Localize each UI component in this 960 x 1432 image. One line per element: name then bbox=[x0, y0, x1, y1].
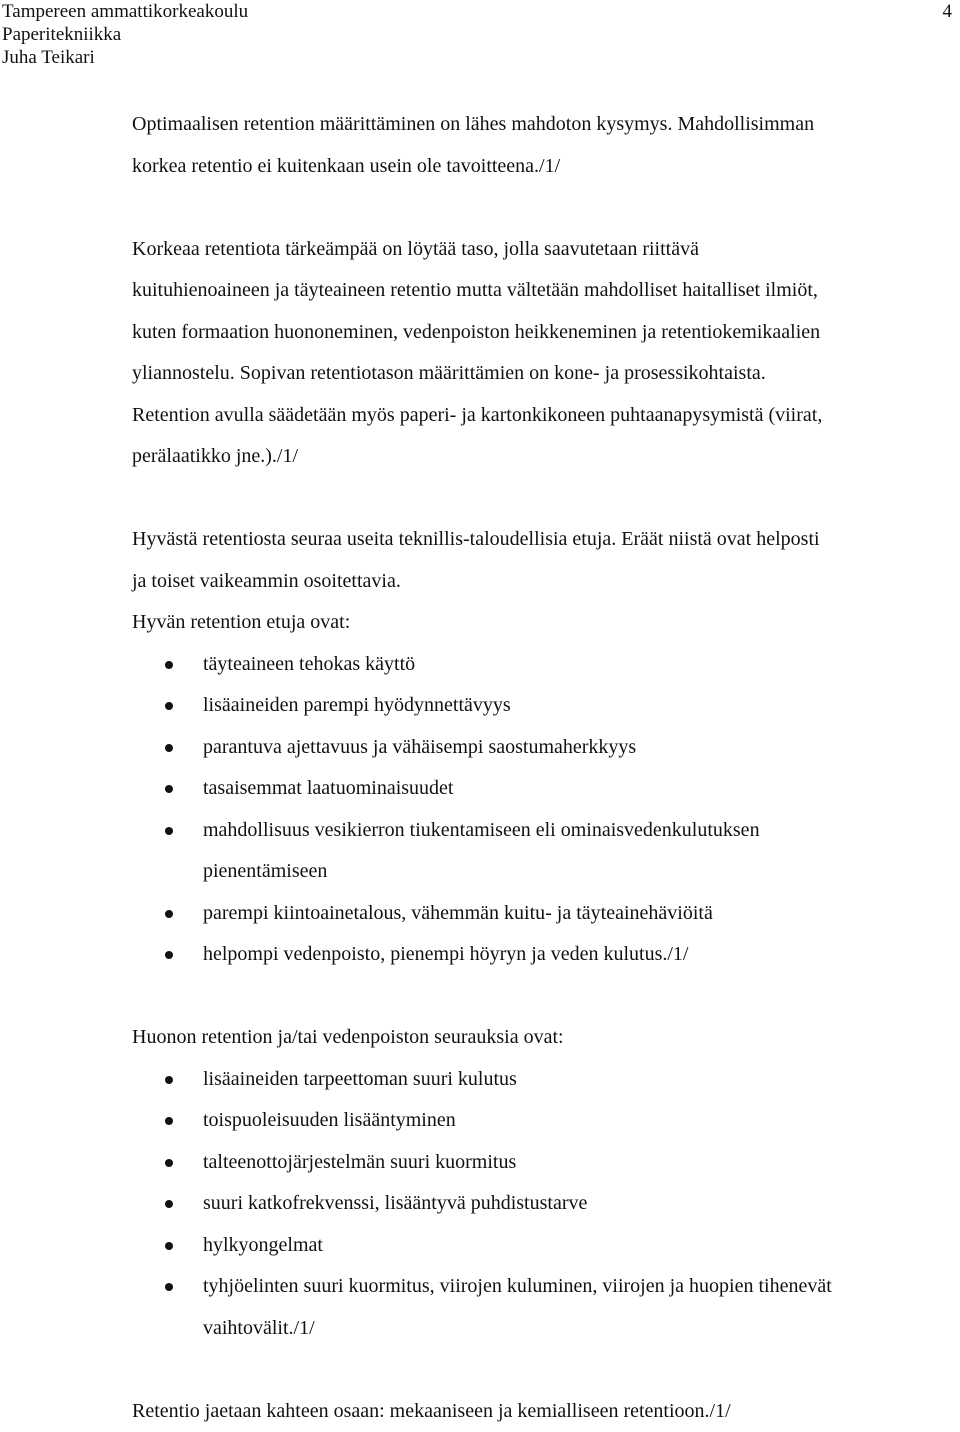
consequences-list bbox=[132, 1059, 956, 1350]
list-item: suuri katkofrekvenssi, lisääntyvä puhdistustarve bbox=[132, 1183, 956, 1225]
list-item: lisäaineiden parempi hyödynnettävyys bbox=[132, 685, 956, 727]
list-item: hylkyongelmat bbox=[132, 1225, 956, 1267]
bullet-icon bbox=[165, 1159, 173, 1167]
paragraph-5: Retentio jaetaan kahteen osaan: mekaaniseen ja kemialliseen retentioon./1/ bbox=[132, 1399, 731, 1422]
bullet-icon bbox=[165, 951, 173, 959]
bullet-icon bbox=[165, 827, 173, 835]
list-item: helpompi vedenpoisto, pienempi höyryn ja veden kulutus./1/ bbox=[132, 934, 956, 976]
paragraph-2: Korkeaa retentiota tärkeämpää on löytää taso, jolla saavutetaan riittävä kuituhienoaineen ja täyteaineen retentio mutta vältetään mahdolliset haitalliset ilmiöt, kuten formaation huononeminen, vedenpoiston heikkeneminen ja retentiokemikaalien yliannostelu. Sopivan retentiotason määrittämien on kone- ja prosessikohtaista. Retention avulla säädetään myös paperi- ja kartonkikoneen puhtaanapysymistä (viirat, perälaatikko jne.)./1/ bbox=[132, 237, 823, 467]
bullet-icon bbox=[165, 1076, 173, 1084]
page-header bbox=[0, 0, 960, 69]
bullet-icon bbox=[165, 702, 173, 710]
bullet-icon bbox=[165, 1117, 173, 1125]
list-item: mahdollisuus vesikierron tiukentamiseen eli ominaisvedenkulutuksen pienentämiseen bbox=[132, 810, 956, 893]
list-item: lisäaineiden tarpeettoman suuri kulutus bbox=[132, 1059, 956, 1101]
header-author: Juha Teikari bbox=[2, 47, 95, 68]
paragraph-1: Optimaalisen retention määrittäminen on lähes mahdoton kysymys. Mahdollisimman korkea retentio ei kuitenkaan usein ole tavoitteena./1/ bbox=[132, 113, 815, 177]
list-item: tasaisemmat laatuominaisuudet bbox=[132, 768, 956, 810]
list-item: täyteaineen tehokas käyttö bbox=[132, 644, 956, 686]
bullet-icon bbox=[165, 785, 173, 793]
list-item: tyhjöelinten suuri kuormitus, viirojen kuluminen, viirojen ja huopien tihenevät vaihtovälit./1/ bbox=[132, 1266, 956, 1349]
list-item: talteenottojärjestelmän suuri kuormitus bbox=[132, 1142, 956, 1184]
header-department: Paperitekniikka bbox=[2, 24, 122, 45]
bullet-icon bbox=[165, 1283, 173, 1291]
document-body bbox=[132, 104, 956, 1432]
list-item: toispuoleisuuden lisääntyminen bbox=[132, 1100, 956, 1142]
list-item: parempi kiintoainetalous, vähemmän kuitu- ja täyteainehäviöitä bbox=[132, 893, 956, 935]
bullet-icon bbox=[165, 661, 173, 669]
list-item: parantuva ajettavuus ja vähäisempi saostumaherkkyys bbox=[132, 727, 956, 769]
header-institution: Tampereen ammattikorkeakoulu bbox=[2, 1, 249, 22]
bullet-icon bbox=[165, 910, 173, 918]
bullet-icon bbox=[165, 744, 173, 752]
page-number: 4 bbox=[942, 1, 952, 22]
paragraph-4: Huonon retention ja/tai vedenpoiston seurauksia ovat: bbox=[132, 1026, 564, 1048]
paragraph-3: Hyvästä retentiosta seuraa useita teknillis-taloudellisia etuja. Eräät niistä ovat helposti ja toiset vaikeammin osoitettavia. Hyvän retention etuja ovat: bbox=[132, 528, 820, 633]
bullet-icon bbox=[165, 1200, 173, 1208]
benefits-list bbox=[132, 644, 956, 976]
bullet-icon bbox=[165, 1242, 173, 1250]
